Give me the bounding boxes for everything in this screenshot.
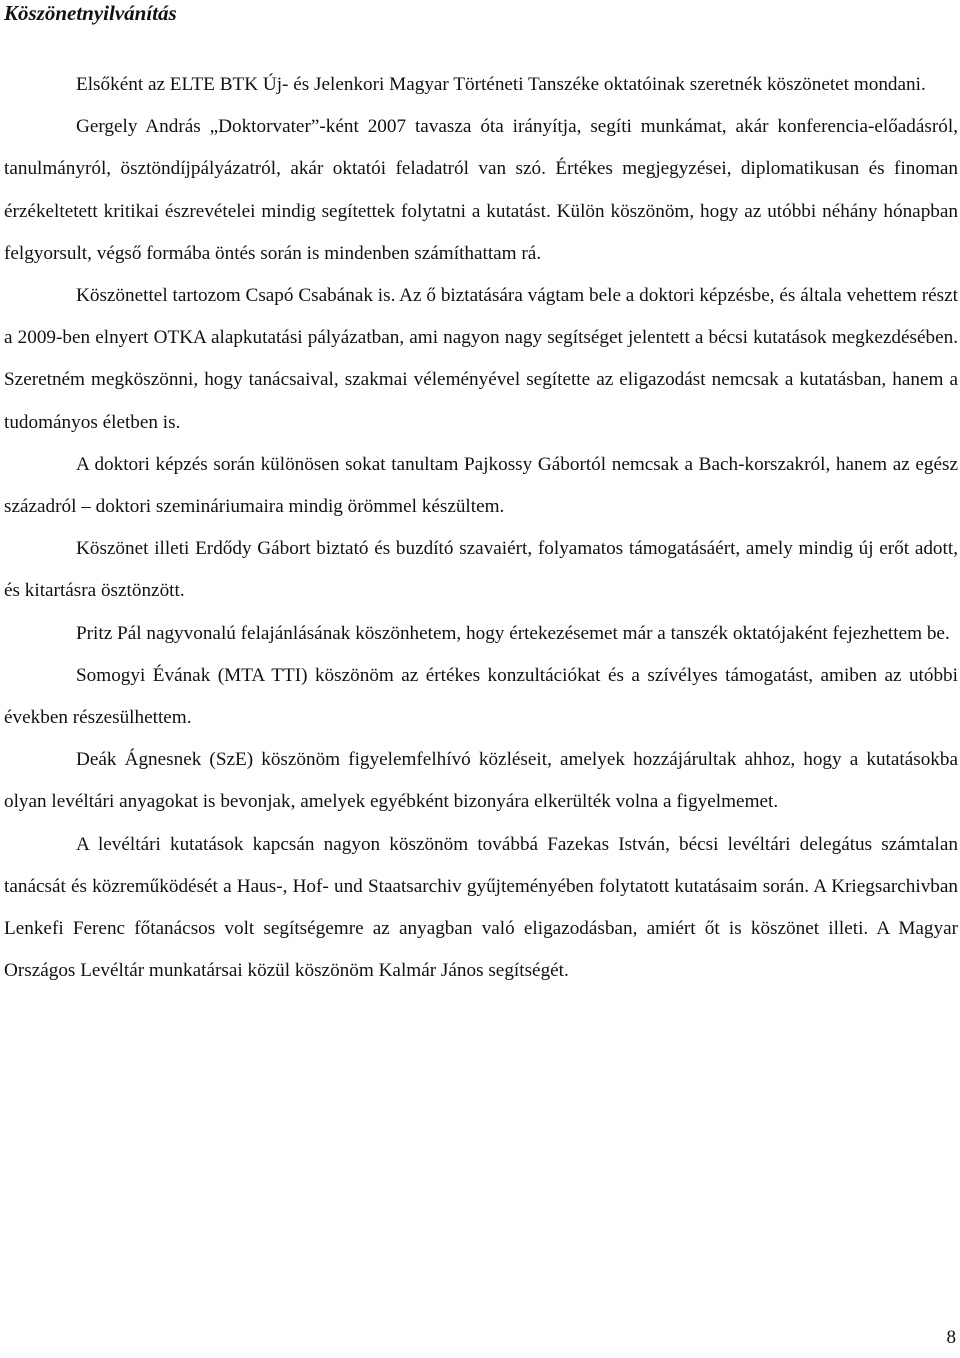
paragraph-pajkossy-gabor: A doktori képzés során különösen sokat tanultam Pajkossy Gábortól nemcsak a Bach-korszakról, hanem az egész századról – doktori szemináriumaira mindig örömmel készültem. <box>4 453 958 518</box>
paragraph-pritz-pal: Pritz Pál nagyvonalú felajánlásának köszönhetem, hogy értekezésemet már a tanszék oktatójaként fejezhettem be. <box>76 622 950 644</box>
paragraph-elte-thanks: Elsőként az ELTE BTK Új- és Jelenkori Magyar Történeti Tanszéke oktatóinak szeretnék köszönetet mondani. <box>76 74 926 95</box>
page-title: Köszönetnyilvánítás <box>4 1 177 25</box>
page-number: 8 <box>946 1327 956 1348</box>
paragraph-deak-agnes: Deák Ágnesnek (SzE) köszönöm figyelemfelhívó közléseit, amelyek hozzájárultak ahhoz, hogy a kutatásokba olyan levéltári anyagokat is bevonjak, amelyek egyébként bizonyára elkerülték volna a figyelmemet. <box>4 749 958 813</box>
body-text <box>4 64 958 992</box>
paragraph-somogyi-eva: Somogyi Évának (MTA TTI) köszönöm az értékes konzultációkat és a szívélyes támogatást, amiben az utóbbi években részesülhettem. <box>4 664 958 729</box>
paragraph-erdody-gabor: Köszönet illeti Erdődy Gábort biztató és buzdító szavaiért, folyamatos támogatásáért, amely mindig új erőt adott, és kitartásra ösztönzött. <box>4 538 958 602</box>
paragraph-gergely-andras: Gergely András „Doktorvater”-ként 2007 tavasza óta irányítja, segíti munkámat, akár konferencia-előadásról, tanulmányról, ösztöndíjpályázatról, akár oktatói feladatról van szó. Értékes megjegyzései, diplomatikusan és finoman érzékeltetett kritikai észrevételei mindig segítettek folytatni a kutatást. Külön köszönöm, hogy az utóbbi néhány hónapban felgyorsult, végső formába öntés során is mindenben számíthattam rá. <box>4 116 958 264</box>
paragraph-archive-research: A levéltári kutatások kapcsán nagyon köszönöm továbbá Fazekas István, bécsi levéltári delegátus számtalan tanácsát és közreműködését a Haus-, Hof- und Staatsarchiv gyűjteményében folytatott kutatásaim során. A Kriegsarchivban Lenkefi Ferenc főtanácsos volt segítségemre az anyagban való eligazodásban, amiért őt is köszönet illeti. A Magyar Országos Levéltár munkatársai közül köszönöm Kalmár János segítségét. <box>4 833 958 982</box>
paragraph-csapo-csaba: Köszönettel tartozom Csapó Csabának is. Az ő biztatására vágtam bele a doktori képzésbe, és általa vehettem részt a 2009-ben elnyert OTKA alapkutatási pályázatban, ami nagyon nagy segítséget jelentett a bécsi kutatások megkezdésében. Szeretném megköszönni, hogy tanácsaival, szakmai véleményével segítette az eligazodást nemcsak a kutatásban, hanem a tudományos életben is. <box>4 285 958 433</box>
